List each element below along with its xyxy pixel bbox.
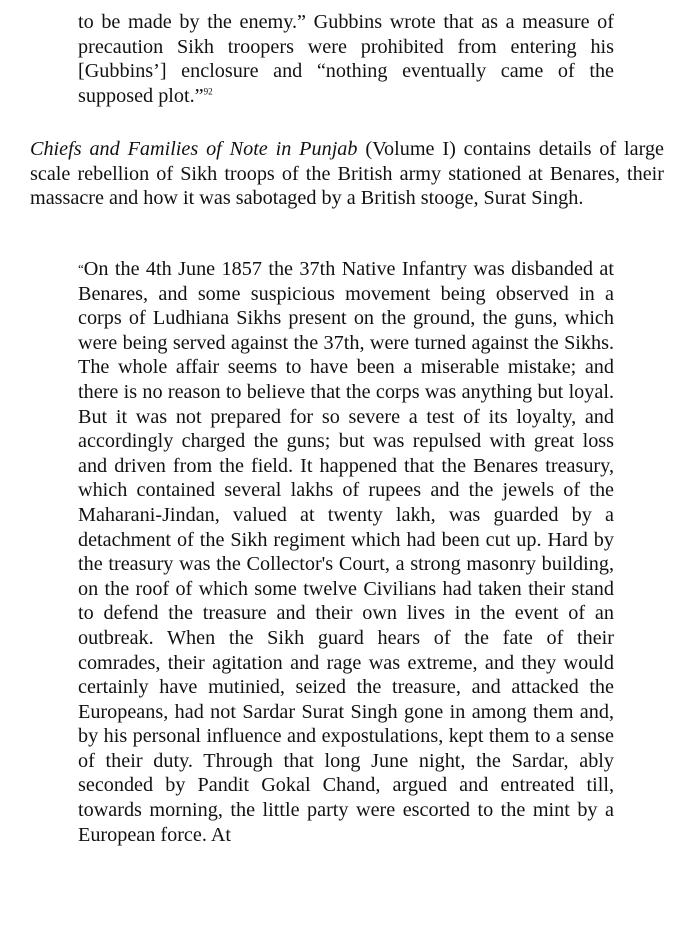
- paragraph-text: (Volume I) contains details of large scale rebellion of Sikh troops of the British army stationed at Benares, their massacre and how it was sabotaged by a British stooge, Surat Singh.: [30, 138, 664, 210]
- quote-top-text: to be made by the enemy.” Gubbins wrote that as a measure of precaution Sikh troopers were prohibited from entering his [Gubbins’] enclosure and “nothing eventually came of the supposed plot.”: [78, 11, 614, 107]
- quote-main-text: On the 4th June 1857 the 37th Native Infantry was disbanded at Benares, and some suspicious movement being observed in a corps of Ludhiana Sikhs present on the ground, the guns, which were being served against the 37th, were turned against the Sikhs. The whole affair seems to have been a miserable mistake; and there is no reason to believe that the corps was anything but loyal. But it was not prepared for so severe a test of its loyalty, and accordingly charged the guns; but was repulsed with great loss and driven from the field. It happened that the Benares treasury, which contained several lakhs of rupees and the jewels of the Maharani-Jindan, valued at twenty lakh, was guarded by a detachment of the Sikh regiment which had been cut up. Hard by the treasury was the Collector's Court, a strong masonry building, on the roof of which some twelve Civilians had taken their stand to defend the treasure and their own lives in the event of an outbreak. When the Sikh guard hears of the fate of their comrades, their agitation and rage was extreme, and they would certainly have mutinied, seized the treasure, and attacked the Europeans, had not Sardar Surat Singh gone in among them and, by his personal influence and expostulations, kept them to a sense of their duty. Through that long June night, the Sardar, ably seconded by Pandit Gokal Chand, argued and entreated till, towards morning, the little party were escorted to the mint by a European force. At: [78, 258, 614, 846]
- footnote-marker: 92: [203, 86, 213, 97]
- body-paragraph: [30, 137, 664, 211]
- block-quote-continued: [78, 10, 614, 108]
- book-title: Chiefs and Families of Note in Punjab: [30, 138, 358, 160]
- block-quote-main: [78, 257, 614, 847]
- open-quote-mark: “: [78, 261, 84, 276]
